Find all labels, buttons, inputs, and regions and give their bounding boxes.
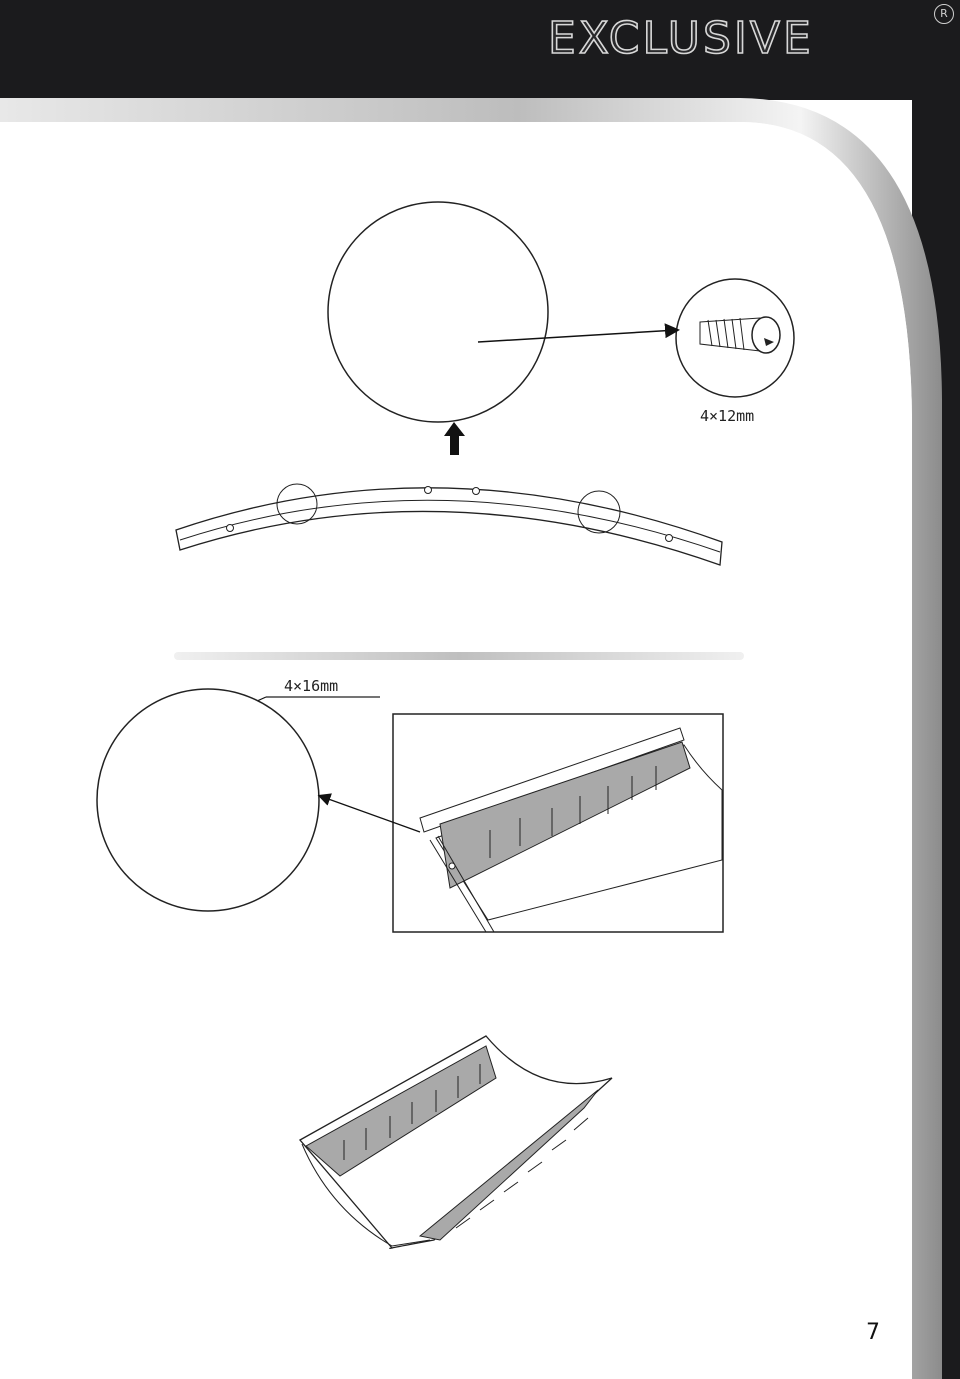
page-number: 7	[866, 1320, 880, 1345]
brand-logo: EXCLUSIVE	[548, 12, 814, 64]
screw-size-label-top: 4×12mm	[700, 407, 755, 425]
bolt-detail-circle	[97, 689, 320, 911]
screw-detail-circle	[676, 279, 794, 397]
section-divider	[174, 652, 744, 660]
registered-mark-icon: R	[934, 4, 954, 24]
screw-size-label-mid: 4×16mm	[284, 677, 339, 695]
